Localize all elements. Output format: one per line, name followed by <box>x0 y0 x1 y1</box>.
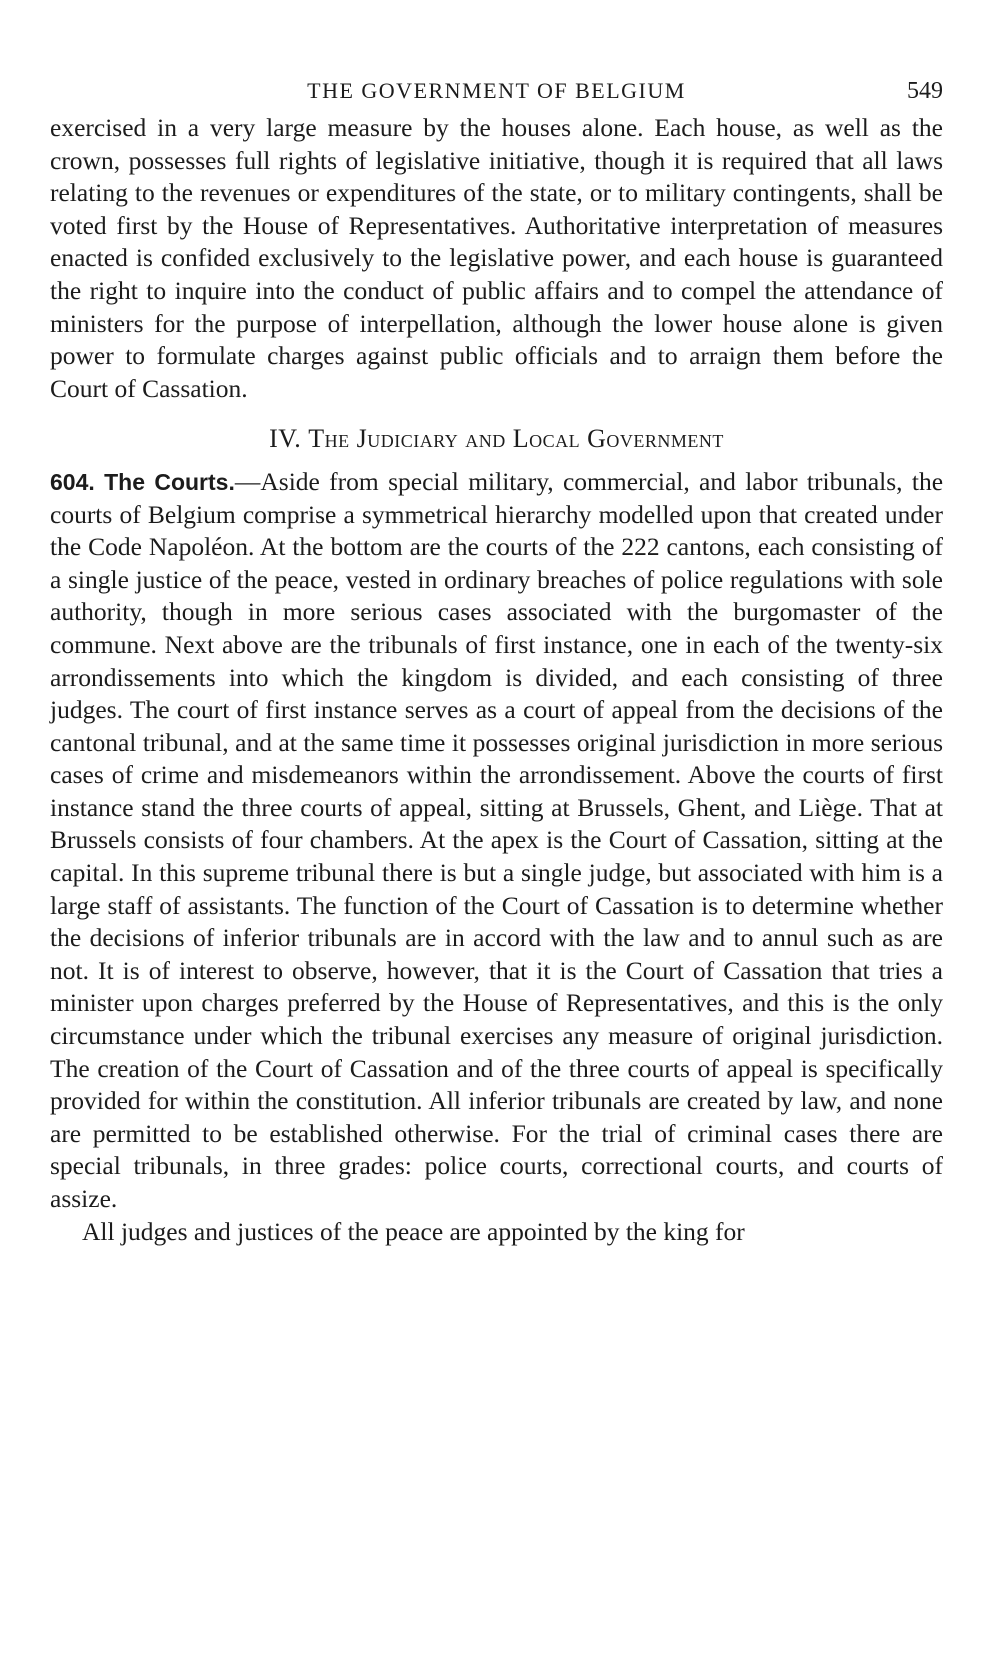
section-heading <box>50 423 943 456</box>
running-head <box>50 72 943 112</box>
section-numeral: IV. <box>269 424 302 454</box>
paragraph-heading: 604. The Courts. <box>50 468 235 495</box>
page-number: 549 <box>907 78 943 104</box>
page-body <box>50 112 943 1248</box>
paragraph-courts <box>50 466 943 1216</box>
book-page <box>50 72 943 1248</box>
paragraph-judges: All judges and justices of the peace are appointed by the king for <box>82 1216 745 1246</box>
running-title: THE GOVERNMENT OF BELGIUM <box>307 78 686 103</box>
paragraph-courts-text: —Aside from special military, commercial, and labor tribunals, the courts of Belgium comprise a symmetrical hierarchy modelled upon that created under the Code Napoléon. At the bottom are the courts of the 222 cantons, each consisting of a single justice of the peace, vested in ordinary breaches of police regulations with sole authority, though in more serious cases associated with the burgomaster of the commune. Next above are the tribunals of first instance, one in each of the twenty-six arrondissements into which the kingdom is divided, and each consisting of three judges. The court of first instance serves as a court of appeal from the decisions of the cantonal tribunal, and at the same time it possesses original jurisdiction in more serious cases of crime and misdemeanors within the arrondissement. Above the courts of first instance stand the three courts of appeal, sitting at Brussels, Ghent, and Liège. That at Brussels consists of four chambers. At the apex is the Court of Cassation, sitting at the capital. In this supreme tribunal there is but a single judge, but associated with him is a large staff of assistants. The function of the Court of Cassation is to determine whether the decisions of inferior tribunals are in accord with the law and to annul such as are not. It is of interest to observe, however, that it is the Court of Cassation that tries a minister upon charges preferred by the House of Representatives, and this is the only circumstance under which the tribunal exercises any measure of original jurisdiction. The creation of the Court of Cassation and of the three courts of appeal is specifically provided for within the constitution. All inferior tribunals are created by law, and none are permitted to be established otherwise. For the trial of criminal cases there are special tribunals, in three grades: police courts, correctional courts, and courts of assize. <box>50 466 944 1213</box>
section-title: The Judiciary and Local Government <box>308 424 724 454</box>
paragraph-continued: exercised in a very large measure by the houses alone. Each house, as well as the crown, possesses full rights of legislative initiative, though it is required that all laws relating to the revenues or expenditures of the state, or to military contingents, shall be voted first by the House of Representatives. Authoritative interpretation of measures enacted is confided exclusively to the legislative power, and each house is guaranteed the right to inquire into the conduct of public affairs and to compel the attendance of ministers for the purpose of interpellation, although the lower house alone is given power to formulate charges against public officials and to arraign them before the Court of Cassation. <box>50 113 943 403</box>
